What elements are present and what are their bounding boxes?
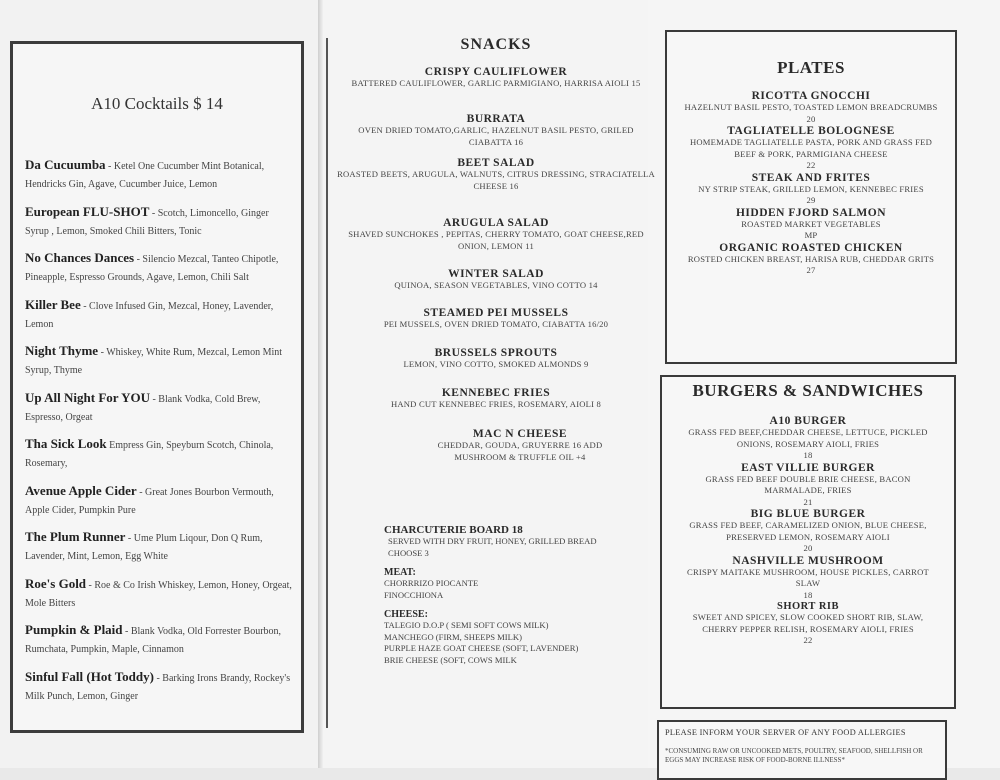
snack-description: HAND CUT KENNEBEC FRIES, ROSEMARY, AIOLI 8 <box>390 399 602 409</box>
cocktails-title: A10 Cocktails $ 14 <box>91 94 223 113</box>
snack-item <box>336 347 656 371</box>
snack-item <box>336 307 656 331</box>
cocktail-description: - Ume Plum Liqour, Don Q Rum, Lavender, Mint, Lemon, Egg White <box>25 533 263 562</box>
snack-name: KENNEBEC FRIES <box>441 387 551 399</box>
allergy-notice <box>657 720 947 780</box>
burger-item <box>662 555 954 602</box>
plates-title: PLATES <box>777 58 845 77</box>
plate-price: 22 <box>806 160 816 170</box>
snack-name: BURRATA <box>466 113 526 125</box>
plates-panel <box>665 30 957 364</box>
snack-description: PEI MUSSELS, OVEN DRIED TOMATO, CIABATTA 16/20 <box>383 319 609 329</box>
cocktail-item <box>25 435 293 482</box>
plate-description: HOMEMADE TAGLIATELLE PASTA, PORK AND GRASS FED BEEF & PORK, PARMIGIANA CHEESE <box>689 137 933 159</box>
menu-spine <box>318 0 324 768</box>
burger-item <box>662 462 954 509</box>
burger-price: 21 <box>803 496 813 507</box>
plate-item <box>667 242 955 277</box>
snacks-heading: SNACKS <box>460 36 532 53</box>
snack-description: OVEN DRIED TOMATO,GARLIC, HAZELNUT BASIL PESTO, GRILED CIABATTA 16 <box>358 125 634 147</box>
burger-price: 18 <box>803 450 813 460</box>
charcuterie-section <box>384 524 654 666</box>
cocktail-item <box>25 482 293 529</box>
cocktail-description: - Blank Vodka, Cold Brew, Espresso, Orgeat <box>25 393 261 423</box>
burger-name: A10 BURGER <box>769 415 847 427</box>
burger-description: SWEET AND SPICEY, SLOW COOKED SHORT RIB, SLAW, CHERRY PEPPER RELISH, ROSEMARY AIOLI, FRIES <box>692 612 924 634</box>
cocktail-item <box>25 528 293 575</box>
cocktail-name: Up All Night For YOU <box>25 389 150 405</box>
burger-name: EAST VILLIE BURGER <box>741 461 875 474</box>
snack-name: BRUSSELS SPROUTS <box>434 347 558 359</box>
burger-price: 20 <box>803 543 813 553</box>
cocktail-description: - Roe & Co Irish Whiskey, Lemon, Honey, Orgeat, Mole Bitters <box>25 579 292 609</box>
plate-price: 27 <box>806 265 816 275</box>
plate-name: HIDDEN FJORD SALMON <box>735 206 887 219</box>
meat-item: CHORRRIZO PIOCANTE <box>384 578 479 588</box>
cocktail-item <box>25 621 293 668</box>
cocktails-list <box>25 156 293 714</box>
snack-name: ARUGULA SALAD <box>443 217 549 229</box>
snack-description: CHEDDAR, GOUDA, GRUYERRE 16 ADD MUSHROOM & TRUFFLE OIL +4 <box>437 440 603 462</box>
plate-description: ROASTED MARKET VEGETABLES <box>741 218 881 229</box>
snack-description: LEMON, VINO COTTO, SMOKED ALMONDS 9 <box>403 359 589 369</box>
plate-name: TAGLIATELLE BOLOGNESE <box>727 125 895 137</box>
plate-price: 29 <box>806 195 816 205</box>
snack-name: WINTER SALAD <box>448 268 544 280</box>
cheese-item: MANCHEGO (FIRM, SHEEPS MILK) <box>384 631 522 642</box>
cocktails-panel <box>10 41 304 733</box>
burger-item <box>662 415 954 462</box>
cocktail-description: - Scotch, Limoncello, Ginger Syrup , Lemon, Smoked Chili Bitters, Tonic <box>25 207 269 237</box>
cheese-item: BRIE CHEESE (SOFT, COWS MILK <box>384 654 517 665</box>
snack-description: SHAVED SUNCHOKES , PEPITAS, CHERRY TOMATO, GOAT CHEESE,RED ONION, LEMON 11 <box>348 229 644 251</box>
burger-item <box>662 508 954 555</box>
snack-description: BATTERED CAULIFLOWER, GARLIC PARMIGIANO, HARRISA AIOLI 15 <box>351 78 641 88</box>
burger-description: GRASS FED BEEF,CHEDDAR CHEESE, LETTUCE, PICKLED ONIONS, ROSEMARY AIOLI, FRIES <box>688 427 928 449</box>
plate-item <box>667 207 955 242</box>
cocktail-description: - Blank Vodka, Old Forrester Bourbon, Rumchata, Pumpkin, Maple, Cinnamon <box>25 626 282 655</box>
snack-item <box>336 387 656 411</box>
snack-name: CRISPY CAULIFLOWER <box>424 66 568 78</box>
cocktail-name: No Chances Dances <box>25 250 135 265</box>
burger-name: BIG BLUE BURGER <box>750 508 866 520</box>
cheese-heading: CHEESE: <box>384 609 428 620</box>
plate-description: NY STRIP STEAK, GRILLED LEMON, KENNEBEC FRIES <box>698 183 924 194</box>
snack-item <box>336 268 656 292</box>
cheese-item: TALEGIO D.O.P ( SEMI SOFT COWS MILK) <box>384 620 549 630</box>
cocktail-name: Sinful Fall (Hot Toddy) <box>25 668 154 684</box>
burgers-panel <box>660 375 956 709</box>
snack-name: BEET SALAD <box>457 157 535 169</box>
cocktail-name: European FLU-SHOT <box>25 203 150 219</box>
cocktail-name: Da Cucuumba <box>25 157 106 172</box>
cocktail-name: Tha Sick Look <box>25 436 107 451</box>
snack-item <box>336 157 656 192</box>
cocktail-item <box>25 389 293 436</box>
cocktail-description: - Whiskey, White Rum, Mezcal, Lemon Mint Syrup, Thyme <box>25 347 283 376</box>
cocktail-description: - Clove Infused Gin, Mezcal, Honey, Lavender, Lemon <box>25 300 274 330</box>
plate-name: RICOTTA GNOCCHI <box>751 90 871 102</box>
cocktail-item <box>25 575 293 622</box>
snack-item <box>420 428 620 463</box>
burger-price: 18 <box>803 589 813 600</box>
cheese-item: PURPLE HAZE GOAT CHEESE (SOFT, LAVENDER) <box>384 643 579 653</box>
snack-item <box>336 217 656 252</box>
cocktail-item <box>25 296 293 343</box>
burgers-title: BURGERS & SANDWICHES <box>692 381 924 400</box>
cocktail-name: Pumpkin & Plaid <box>25 622 123 637</box>
plate-description: HAZELNUT BASIL PESTO, TOASTED LEMON BREADCRUMBS <box>684 102 938 112</box>
cocktail-item <box>25 156 293 203</box>
cocktail-item <box>25 668 293 715</box>
snack-description: QUINOA, SEASON VEGETABLES, VINO COTTO 14 <box>394 280 598 290</box>
cocktail-description: - Barking Irons Brandy, Rockey's Milk Punch, Lemon, Ginger <box>25 672 291 702</box>
burger-description: CRISPY MAITAKE MUSHROOM, HOUSE PICKLES, CARROT SLAW <box>687 566 929 588</box>
burger-name: SHORT RIB <box>777 601 839 612</box>
cocktail-description: - Ketel One Cucumber Mint Botanical, Hendricks Gin, Agave, Cucumber Juice, Lemon <box>25 161 265 190</box>
cocktail-item <box>25 203 293 250</box>
plate-description: ROSTED CHICKEN BREAST, HARISA RUB, CHEDDAR GRITS <box>687 253 935 264</box>
plate-name: STEAK AND FRITES <box>751 171 871 184</box>
cocktail-name: Night Thyme <box>25 343 99 358</box>
snack-description: ROASTED BEETS, ARUGULA, WALNUTS, CITRUS DRESSING, STRACIATELLA CHEESE 16 <box>337 169 655 191</box>
plate-item <box>667 172 955 207</box>
cocktail-name: Avenue Apple Cider <box>25 482 137 498</box>
plate-price: MP <box>804 230 818 240</box>
cocktail-name: Killer Bee <box>25 296 81 312</box>
burger-description: GRASS FED BEEF DOUBLE BRIE CHEESE, BACON MARMALADE, FRIES <box>705 473 911 495</box>
snack-name: MAC N CHEESE <box>472 428 568 440</box>
snack-item <box>336 66 656 90</box>
burger-description: GRASS FED BEEF, CARAMELIZED ONION, BLUE CHEESE, PRESERVED LEMON, ROSEMARY AIOLI <box>689 520 927 542</box>
cocktail-description: Empress Gin, Speyburn Scotch, Chinola, Rosemary, <box>25 440 274 469</box>
plate-item <box>667 125 955 172</box>
food-safety-note: *CONSUMING RAW OR UNCOOKED METS, POULTRY, SEAFOOD, SHELLFISH OR EGGS MAY INCREASE RISK OF FOOD-BORNE ILLNESS* <box>665 747 923 764</box>
burger-price: 22 <box>803 635 813 645</box>
burger-name: NASHVILLE MUSHROOM <box>732 554 884 567</box>
plate-price: 20 <box>806 113 816 124</box>
cocktail-description: - Great Jones Bourbon Vermouth, Apple Cider, Pumpkin Pure <box>25 486 274 516</box>
meat-item: FINOCCHIONA <box>384 589 444 600</box>
snack-name: STEAMED PEI MUSSELS <box>423 307 569 319</box>
meat-heading: MEAT: <box>384 567 416 578</box>
snack-item <box>336 113 656 148</box>
cocktail-item <box>25 342 293 389</box>
cocktail-name: Roe's Gold <box>25 575 87 591</box>
burger-item <box>662 601 954 647</box>
charcuterie-description: SERVED WITH DRY FRUIT, HONEY, GRILLED BREAD CHOOSE 3 <box>388 536 597 558</box>
plate-item <box>667 90 955 125</box>
charcuterie-title: CHARCUTERIE BOARD 18 <box>384 524 523 536</box>
cocktail-item <box>25 249 293 296</box>
cocktail-description: - Silencio Mezcal, Tanteo Chipotle, Pineapple, Espresso Grounds, Agave, Lemon, Chili Salt <box>25 254 279 283</box>
allergy-warning: PLEASE INFORM YOUR SERVER OF ANY FOOD ALLERGIES <box>665 728 906 737</box>
cocktail-name: The Plum Runner <box>25 529 126 544</box>
plate-name: ORGANIC ROASTED CHICKEN <box>719 241 903 254</box>
